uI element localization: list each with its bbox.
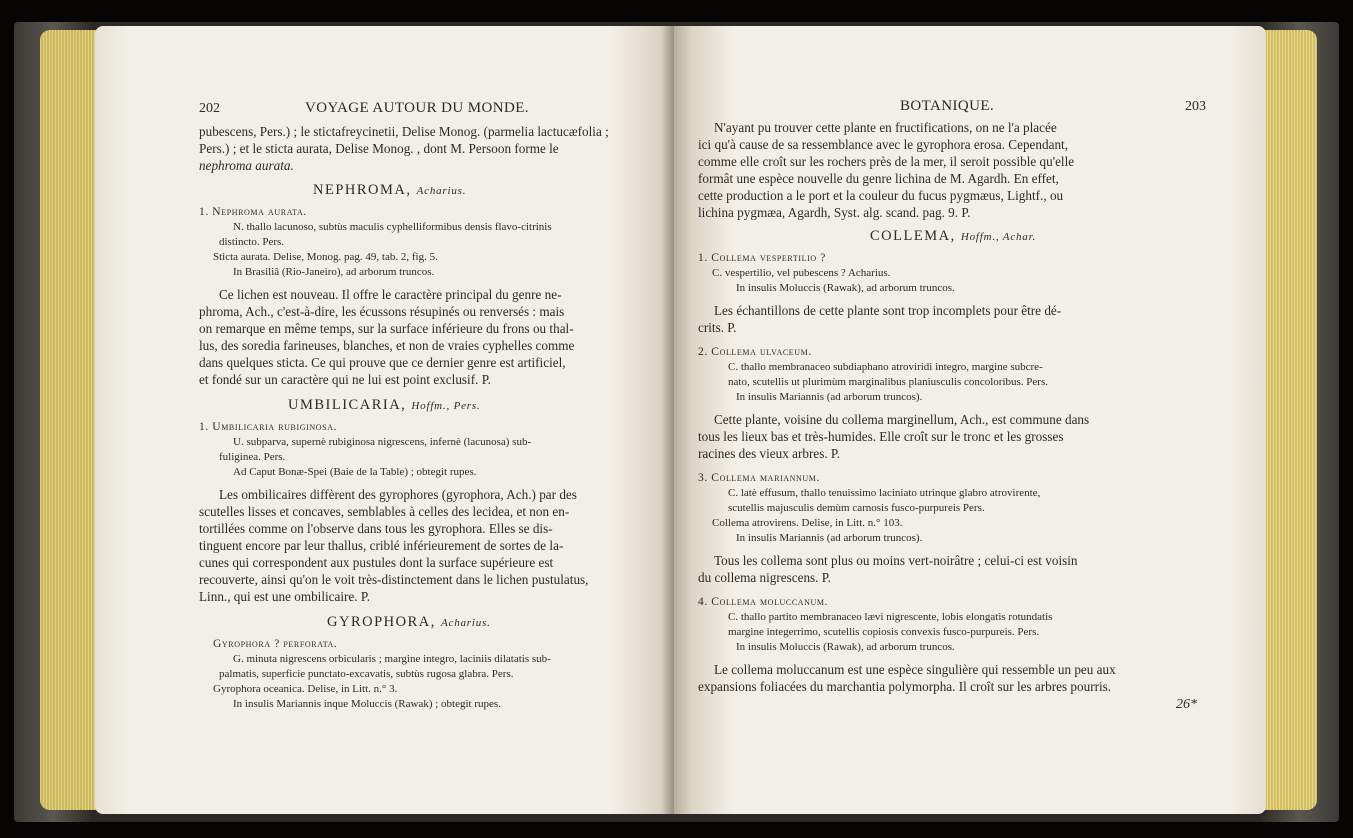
entry-line: distincto. Pers. [219,236,285,248]
paragraph-line: on remarque en même temps, sur la surface inférieure du frons ou thal- [199,321,574,336]
entry-line: palmatis, superficie punctato-excavatis, subtùs rugosa glabra. Pers. [219,668,514,680]
entry-title: Gyrophora ? perforata. [213,638,338,650]
entry-title: 1. Collema vespertilio ? [698,252,826,264]
text-line: ici qu'à cause de sa ressemblance avec le gyrophora erosa. Cependant, [698,137,1068,152]
page-number: 202 [199,101,220,116]
text-line: cette production a le port et la couleur du fucus pygmæus, Lightf., ou [698,188,1064,203]
text-line: lichina pygmæa, Agardh, Syst. alg. scand. pag. 9. P. [698,205,971,220]
paragraph-line: Les ombilicaires diffèrent des gyrophores (gyrophora, Ach.) par des [219,487,577,502]
entry-line: In insulis Mariannis (ad arborum truncos). [736,391,923,403]
paragraph-line: tinguent encore par leur thallus, criblé inférieurement de sortes de la- [199,538,564,553]
entry-line: C. thallo partito membranaceo lævi nigrescente, lobis elongatis rotundatis [728,611,1053,623]
paragraph-line: tortillées comme on l'observe dans tous les gyrophora. Elles se dis- [199,521,553,536]
text-line: Pers.) ; et le sticta aurata, Delise Monog. , dont M. Persoon forme le [199,141,559,156]
text-line: pubescens, Pers.) ; le stictafreycinetii, Delise Monog. (parmelia lactucæfolia ; [199,124,609,139]
entry-line: C. latè effusum, thallo tenuissimo laciniato utrinque glabro atrovirente, [728,487,1041,499]
entry-line: In insulis Mariannis inque Moluccis (Rawak) ; obtegit rupes. [233,698,501,710]
paragraph-line: crits. P. [698,320,737,335]
running-head: BOTANIQUE. [900,98,995,114]
paragraph-line: Cette plante, voisine du collema marginellum, Ach., est commune dans [714,412,1090,427]
entry-line: Sticta aurata. Delise, Monog. pag. 49, tab. 2, fig. 5. [213,251,438,263]
paragraph-line: cunes qui correspondent aux pustules dont la surface supérieure est [199,555,554,570]
entry-title: 3. Collema mariannum. [698,472,820,484]
paragraph-line: Linn., qui est une ombilicaire. P. [199,589,371,604]
paragraph-line: scutelles lisses et concaves, semblables à celles des lecidea, et non en- [199,504,570,519]
entry-line: Collema atrovirens. Delise, in Litt. n.° 103. [712,517,903,529]
entry-title: 2. Collema ulvaceum. [698,346,812,358]
section-heading: COLLEMA, Hoffm., Achar. [870,228,1037,244]
right-page [674,26,1266,814]
entry-title: 4. Collema moluccanum. [698,596,829,608]
text-line: formât une espèce nouvelle du genre lichina de M. Agardh. En effet, [698,171,1059,186]
paragraph-line: Ce lichen est nouveau. Il offre le caractère principal du genre ne- [219,287,562,302]
text-line: comme elle croît sur les rochers près de la mer, il seroit possible qu'elle [698,154,1075,169]
page-number: 203 [1185,99,1206,114]
paragraph-line: tous les lieux bas et très-humides. Elle croît sur le tronc et les grosses [698,429,1064,444]
paragraph-line: expansions foliacées du marchantia polymorpha. Il croît sur les arbres pourris. [698,679,1112,694]
entry-line: In Brasiliâ (Rio-Janeiro), ad arborum truncos. [233,266,435,278]
running-head: VOYAGE AUTOUR DU MONDE. [305,100,529,116]
entry-title: 1. Umbilicaria rubiginosa. [199,421,338,433]
section-heading: NEPHROMA, Acharius. [313,182,467,198]
text-line: nephroma aurata. [199,158,294,173]
signature-mark: 26* [1176,697,1197,712]
entry-line: fuliginea. Pers. [219,451,286,463]
entry-line: In insulis Moluccis (Rawak), ad arborum truncos. [736,641,955,653]
paragraph-line: et fondé sur un caractère qui ne lui est point exclusif. P. [199,372,491,387]
text-line: N'ayant pu trouver cette plante en fructifications, on ne l'a placée [714,120,1057,135]
paragraph-line: recouverte, ainsi qu'on le voit très-distinctement dans le lichen pustulatus, [199,572,589,587]
entry-line: In insulis Moluccis (Rawak), ad arborum truncos. [736,282,955,294]
entry-line: Gyrophora oceanica. Delise, in Litt. n.° 3. [213,683,398,695]
paragraph-line: lus, des soredia farineuses, blanches, et non de vraies cyphelles comme [199,338,575,353]
paragraph-line: Les échantillons de cette plante sont trop incomplets pour être dé- [714,303,1062,318]
paragraph-line: Tous les collema sont plus ou moins vert-noirâtre ; celui-ci est voisin [714,553,1078,568]
paragraph-line: Le collema moluccanum est une espèce singulière qui ressemble un peu aux [714,662,1116,677]
section-heading: UMBILICARIA, Hoffm., Pers. [288,397,481,413]
paragraph-line: du collema nigrescens. P. [698,570,831,585]
paragraph-line: dans quelques sticta. Ce qui prouve que ce dernier genre est artificiel, [199,355,566,370]
entry-line: G. minuta nigrescens orbicularis ; margine integro, laciniis dilatatis sub- [233,653,551,665]
paragraph-line: phroma, Ach., c'est-à-dire, les écussons résupinés ou renversés : mais [199,304,565,319]
entry-line: U. subparva, supernè rubiginosa nigrescens, infernè (lacunosa) sub- [233,436,532,448]
entry-line: N. thallo lacunoso, subtùs maculis cyphelliformibus densis flavo-citrinis [233,221,552,233]
entry-line: Ad Caput Bonæ-Spei (Baie de la Table) ; obtegit rupes. [233,466,477,478]
entry-line: C. vespertilio, vel pubescens ? Acharius. [712,267,891,279]
entry-line: C. thallo membranaceo subdiaphano atroviridi integro, margine subcre- [728,361,1043,373]
section-heading: GYROPHORA, Acharius. [327,614,491,630]
entry-line: scutellis majusculis demùm carnosis fusco-purpureis Pers. [728,502,985,514]
entry-line: In insulis Mariannis (ad arborum truncos). [736,532,923,544]
entry-line: nato, scutellis ut plurimùm marginalibus planiusculis concoloribus. Pers. [728,376,1048,388]
left-page [95,26,680,814]
paragraph-line: racines des vieux arbres. P. [698,446,841,461]
entry-title: 1. Nephroma aurata. [199,206,307,218]
entry-line: margine integerrimo, scutellis copiosis convexis fusco-purpureis. Pers. [728,626,1040,638]
